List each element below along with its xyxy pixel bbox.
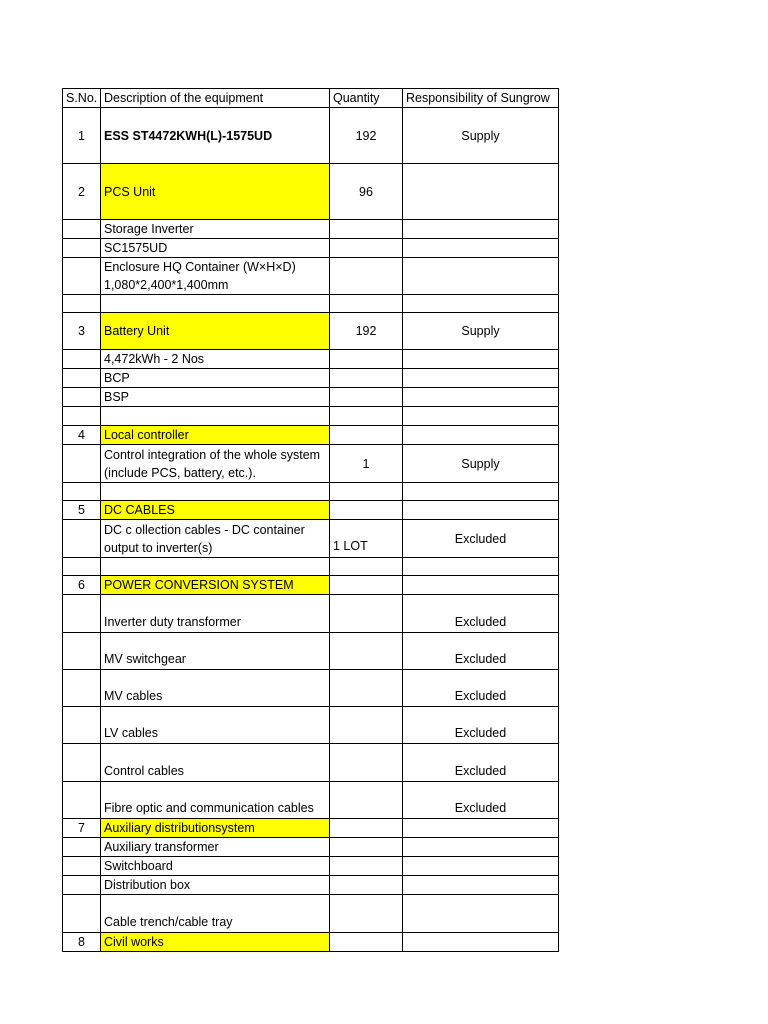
- cell-quantity: 192: [330, 313, 403, 350]
- cell-sno: [63, 295, 101, 313]
- cell-responsibility: [403, 407, 559, 426]
- table-row: [63, 258, 559, 295]
- cell-sno: [63, 220, 101, 239]
- cell-sno: [63, 595, 101, 633]
- description-line: Enclosure HQ Container (W×H×D): [104, 260, 296, 274]
- cell-sno: 2: [63, 164, 101, 220]
- cell-description: Storage Inverter: [101, 220, 330, 239]
- cell-sno: 3: [63, 313, 101, 350]
- cell-responsibility: [403, 350, 559, 369]
- table-row: [63, 483, 559, 501]
- cell-sno: [63, 838, 101, 857]
- cell-sno: [63, 558, 101, 576]
- table-row: [63, 933, 559, 952]
- equipment-table: [62, 88, 559, 952]
- cell-responsibility: [403, 258, 559, 295]
- table-row: [63, 445, 559, 483]
- table-row: [63, 558, 559, 576]
- table-row: [63, 744, 559, 782]
- cell-sno: [63, 707, 101, 744]
- cell-responsibility: Excluded: [403, 595, 559, 633]
- cell-responsibility: [403, 501, 559, 520]
- cell-description: DC CABLES: [101, 501, 330, 520]
- cell-description: Cable trench/cable tray: [101, 895, 330, 933]
- cell-description: Fibre optic and communication cables: [101, 782, 330, 819]
- cell-quantity: 192: [330, 108, 403, 164]
- table-row: [63, 707, 559, 744]
- table-row: [63, 220, 559, 239]
- header-quantity: Quantity: [330, 89, 403, 108]
- cell-quantity: [330, 595, 403, 633]
- cell-description: [101, 520, 330, 558]
- table-row: [63, 407, 559, 426]
- cell-description: [101, 295, 330, 313]
- cell-sno: [63, 350, 101, 369]
- cell-description: [101, 558, 330, 576]
- cell-quantity: [330, 426, 403, 445]
- cell-description: SC1575UD: [101, 239, 330, 258]
- cell-sno: [63, 744, 101, 782]
- cell-responsibility: Excluded: [403, 670, 559, 707]
- cell-responsibility: [403, 295, 559, 313]
- table-row: [63, 164, 559, 220]
- table-row: [63, 426, 559, 445]
- cell-description: BSP: [101, 388, 330, 407]
- cell-quantity: [330, 388, 403, 407]
- table-row: [63, 108, 559, 164]
- cell-description: Auxiliary transformer: [101, 838, 330, 857]
- cell-description: Auxiliary distributionsystem: [101, 819, 330, 838]
- cell-description: POWER CONVERSION SYSTEM: [101, 576, 330, 595]
- cell-quantity: [330, 819, 403, 838]
- description-line: 1,080*2,400*1,400mm: [104, 278, 229, 292]
- table-row: [63, 501, 559, 520]
- cell-description: PCS Unit: [101, 164, 330, 220]
- table-row: [63, 388, 559, 407]
- cell-sno: [63, 857, 101, 876]
- cell-quantity: [330, 407, 403, 426]
- cell-sno: [63, 876, 101, 895]
- cell-sno: 1: [63, 108, 101, 164]
- cell-sno: 8: [63, 933, 101, 952]
- header-row: [63, 89, 559, 108]
- cell-responsibility: [403, 239, 559, 258]
- cell-description: Inverter duty transformer: [101, 595, 330, 633]
- cell-responsibility: [403, 576, 559, 595]
- cell-sno: [63, 782, 101, 819]
- table-row: [63, 595, 559, 633]
- cell-quantity: [330, 782, 403, 819]
- cell-sno: [63, 388, 101, 407]
- cell-sno: 6: [63, 576, 101, 595]
- cell-quantity: [330, 501, 403, 520]
- cell-quantity: [330, 670, 403, 707]
- cell-quantity: 96: [330, 164, 403, 220]
- cell-description: Control cables: [101, 744, 330, 782]
- cell-responsibility: [403, 819, 559, 838]
- cell-quantity: [330, 369, 403, 388]
- cell-sno: [63, 520, 101, 558]
- cell-responsibility: Supply: [403, 313, 559, 350]
- table-row: [63, 895, 559, 933]
- header-responsibility: Responsibility of Sungrow: [403, 89, 559, 108]
- cell-responsibility: [403, 838, 559, 857]
- cell-quantity: 1: [330, 445, 403, 483]
- cell-sno: [63, 407, 101, 426]
- cell-responsibility: [403, 558, 559, 576]
- cell-description: ESS ST4472KWH(L)-1575UD: [101, 108, 330, 164]
- cell-quantity: [330, 220, 403, 239]
- cell-quantity: [330, 838, 403, 857]
- cell-description: MV switchgear: [101, 633, 330, 670]
- cell-description: [101, 407, 330, 426]
- table-row: [63, 369, 559, 388]
- table-row: [63, 633, 559, 670]
- table-row: [63, 838, 559, 857]
- cell-quantity: [330, 350, 403, 369]
- cell-description: [101, 445, 330, 483]
- cell-description: BCP: [101, 369, 330, 388]
- table-row: [63, 313, 559, 350]
- cell-quantity: [330, 239, 403, 258]
- cell-quantity: [330, 558, 403, 576]
- cell-responsibility: [403, 895, 559, 933]
- cell-responsibility: Excluded: [403, 744, 559, 782]
- cell-responsibility: [403, 426, 559, 445]
- description-line: DC c ollection cables - DC container: [104, 522, 305, 537]
- cell-description: LV cables: [101, 707, 330, 744]
- cell-quantity: 1 LOT: [330, 520, 403, 558]
- header-description: Description of the equipment: [101, 89, 330, 108]
- cell-description: MV cables: [101, 670, 330, 707]
- cell-sno: [63, 369, 101, 388]
- cell-responsibility: [403, 388, 559, 407]
- cell-quantity: [330, 633, 403, 670]
- header-sno: S.No.: [63, 89, 101, 108]
- cell-quantity: [330, 295, 403, 313]
- cell-sno: [63, 633, 101, 670]
- cell-responsibility: [403, 933, 559, 952]
- cell-responsibility: Excluded: [403, 520, 559, 558]
- cell-description: [101, 483, 330, 501]
- cell-sno: 7: [63, 819, 101, 838]
- cell-responsibility: [403, 857, 559, 876]
- cell-responsibility: Supply: [403, 445, 559, 483]
- cell-responsibility: [403, 483, 559, 501]
- cell-responsibility: [403, 164, 559, 220]
- table-row: [63, 295, 559, 313]
- table-row: [63, 576, 559, 595]
- cell-quantity: [330, 576, 403, 595]
- cell-sno: 4: [63, 426, 101, 445]
- table-row: [63, 350, 559, 369]
- cell-sno: [63, 483, 101, 501]
- cell-responsibility: [403, 369, 559, 388]
- cell-quantity: [330, 744, 403, 782]
- description-line: Control integration of the whole system: [104, 447, 321, 462]
- table-row: [63, 782, 559, 819]
- cell-quantity: [330, 707, 403, 744]
- table-row: [63, 876, 559, 895]
- cell-description: Distribution box: [101, 876, 330, 895]
- table-row: [63, 520, 559, 558]
- table-row: [63, 670, 559, 707]
- cell-sno: [63, 239, 101, 258]
- cell-description: Civil works: [101, 933, 330, 952]
- cell-responsibility: [403, 876, 559, 895]
- cell-description: [101, 258, 330, 295]
- cell-description: 4,472kWh - 2 Nos: [101, 350, 330, 369]
- cell-quantity: [330, 876, 403, 895]
- cell-responsibility: Excluded: [403, 782, 559, 819]
- cell-sno: [63, 258, 101, 295]
- cell-sno: 5: [63, 501, 101, 520]
- description-line: output to inverter(s): [104, 540, 213, 555]
- cell-description: Local controller: [101, 426, 330, 445]
- cell-quantity: [330, 933, 403, 952]
- cell-description: Switchboard: [101, 857, 330, 876]
- cell-quantity: [330, 857, 403, 876]
- description-line: (include PCS, battery, etc.).: [104, 465, 256, 480]
- cell-sno: [63, 445, 101, 483]
- cell-responsibility: Supply: [403, 108, 559, 164]
- table-row: [63, 857, 559, 876]
- cell-sno: [63, 895, 101, 933]
- cell-quantity: [330, 483, 403, 501]
- cell-sno: [63, 670, 101, 707]
- cell-quantity: [330, 258, 403, 295]
- table-row: [63, 819, 559, 838]
- cell-responsibility: Excluded: [403, 707, 559, 744]
- table-row: [63, 239, 559, 258]
- cell-quantity: [330, 895, 403, 933]
- cell-responsibility: Excluded: [403, 633, 559, 670]
- cell-description: Battery Unit: [101, 313, 330, 350]
- cell-responsibility: [403, 220, 559, 239]
